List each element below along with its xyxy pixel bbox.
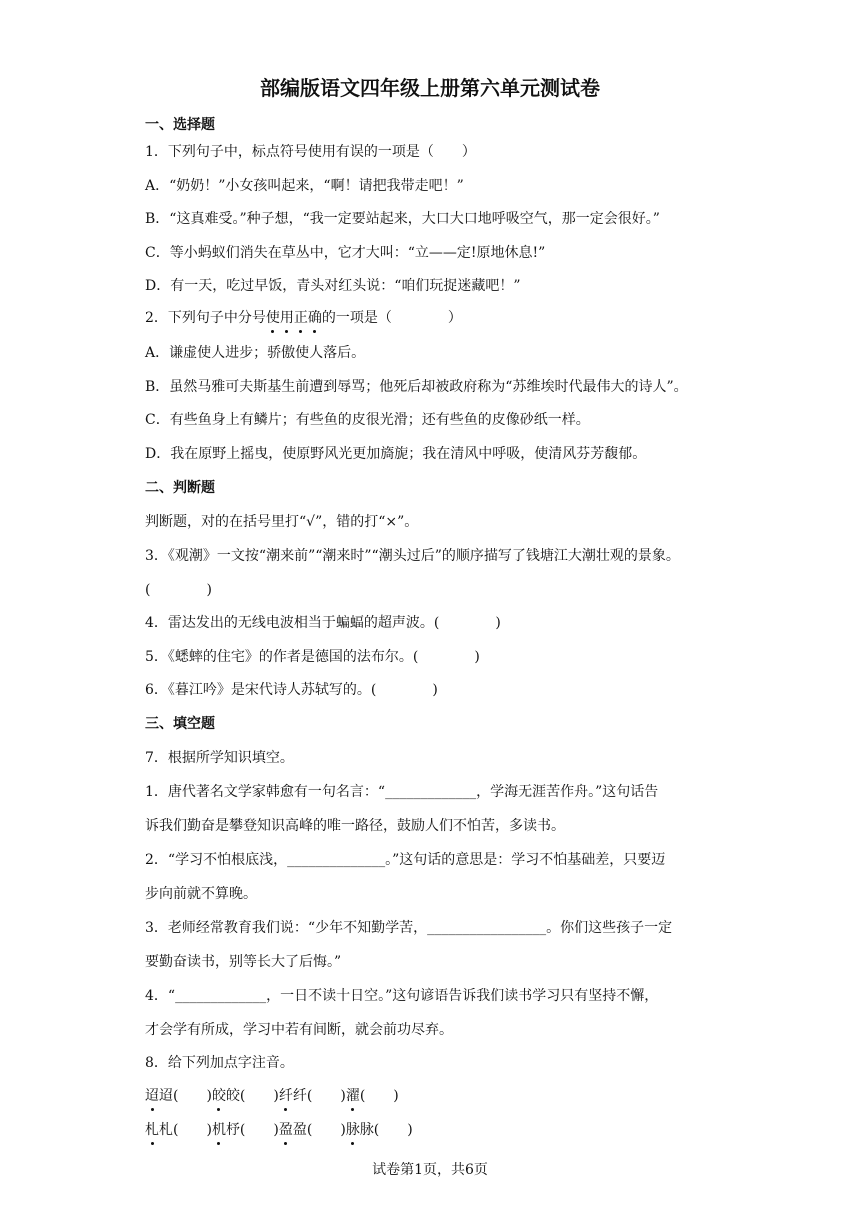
fill-4-line-1: 4．“_____________，一日不读十日空。”这句谚语告诉我们读书学习只有坚持不懈， bbox=[145, 988, 659, 1004]
page-title: 部编版语文四年级上册第六单元测试卷 bbox=[260, 76, 600, 100]
question-2-option-c: C．有些鱼身上有鳞片；有些鱼的皮很光滑；还有些鱼的皮像砂纸一样。 bbox=[145, 412, 590, 428]
question-2-option-b: B．虽然马雅可夫斯基生前遭到辱骂；他死后却被政府称为“苏维埃时代最伟大的诗人”。 bbox=[145, 379, 688, 395]
question-8: 8．给下列加点字注音。 bbox=[145, 1055, 294, 1071]
fill-4-line-2: 才会学有所成，学习中若有间断，就会前功尽弃。 bbox=[145, 1022, 453, 1038]
dotted-char: 盈 bbox=[279, 1119, 293, 1141]
question-3: 3．《观潮》一文按“潮来前”“潮来时”“潮头过后”的顺序描写了钱塘江大潮壮观的景象。 bbox=[145, 548, 680, 564]
fill-3-line-2: 要勤奋读书，别等长大了后悔。” bbox=[145, 954, 342, 970]
dotted-char: 札 bbox=[145, 1119, 159, 1141]
question-5: 5．《蟋蟀的住宅》的作者是德国的法布尔。( ) bbox=[145, 649, 480, 665]
question-4: 4．雷达发出的无线电波相当于蝙蝠的超声波。( ) bbox=[145, 615, 501, 631]
dotted-char: 确 bbox=[308, 307, 322, 329]
dotted-char: 濯 bbox=[346, 1085, 360, 1107]
question-3-answer-paren: ( ) bbox=[145, 582, 212, 598]
pinyin-item-rest: 迢( ) bbox=[159, 1088, 212, 1104]
question-1-option-d: D．有一天，吃过早饭，青头对红头说：“咱们玩捉迷藏吧！” bbox=[145, 278, 521, 294]
pinyin-item-rest: 纤( ) bbox=[292, 1088, 346, 1104]
question-2-option-d: D．我在原野上摇曳，使原野风光更加旖旎；我在清风中呼吸，使清风芬芳馥郁。 bbox=[145, 446, 647, 462]
question-1-stem: 1．下列句子中，标点符号使用有误的一项是（ ） bbox=[145, 144, 476, 160]
pinyin-item-rest: 札( ) bbox=[159, 1122, 212, 1138]
pinyin-item-rest: 皎( ) bbox=[225, 1088, 279, 1104]
dotted-char: 纤 bbox=[279, 1085, 293, 1107]
fill-1-line-1: 1．唐代著名文学家韩愈有一句名言：“_____________，学海无涯苦作舟。”这句话告 bbox=[145, 784, 659, 800]
dotted-char: 用 bbox=[280, 307, 294, 329]
question-2-option-a: A．谦虚使人进步；骄傲使人落后。 bbox=[145, 345, 366, 361]
pinyin-item-rest: 脉( ) bbox=[359, 1122, 413, 1138]
pinyin-item-rest: 杼( ) bbox=[225, 1122, 279, 1138]
pinyin-item-rest: 盈( ) bbox=[292, 1122, 346, 1138]
dotted-char: 迢 bbox=[145, 1085, 159, 1107]
pinyin-row-1 bbox=[145, 1085, 735, 1107]
question-1-option-a: A．“奶奶！”小女孩叫起来，“啊！请把我带走吧！” bbox=[145, 178, 464, 194]
question-1-option-b: B．“这真难受。”种子想，“我一定要站起来，大口大口地呼吸空气，那一定会很好。” bbox=[145, 211, 660, 227]
dotted-char: 皎 bbox=[212, 1085, 226, 1107]
dotted-char: 使 bbox=[266, 307, 280, 329]
judge-intro: 判断题，对的在括号里打“√”，错的打“×”。 bbox=[145, 514, 419, 530]
dotted-char: 机 bbox=[212, 1119, 226, 1141]
section-heading-fill: 三、填空题 bbox=[145, 716, 215, 732]
dotted-char: 正 bbox=[294, 307, 308, 329]
question-6: 6．《暮江吟》是宋代诗人苏轼写的。( ) bbox=[145, 682, 438, 698]
question-2-stem-post: 的一项是（ ） bbox=[321, 310, 462, 326]
question-2-stem-pre: 2．下列句子中分号 bbox=[145, 310, 266, 326]
pinyin-row-2 bbox=[145, 1119, 735, 1141]
fill-3-line-1: 3．老师经常教育我们说：“少年不知勤学苦，_________________。你们这些孩子一定 bbox=[145, 920, 673, 936]
fill-2-line-2: 步向前就不算晚。 bbox=[145, 886, 257, 902]
page-footer: 试卷第1页，共6页 bbox=[372, 1162, 488, 1178]
question-7: 7．根据所学知识填空。 bbox=[145, 750, 294, 766]
section-heading-judge: 二、判断题 bbox=[145, 480, 215, 496]
dotted-char: 脉 bbox=[346, 1119, 360, 1141]
fill-2-line-1: 2．“学习不怕根底浅，______________。”这句话的意思是：学习不怕基础差，只要迈 bbox=[145, 852, 666, 868]
question-2-stem bbox=[145, 307, 735, 329]
question-1-option-c: C．等小蚂蚁们消失在草丛中，它才大叫：“立——定!原地休息!” bbox=[145, 245, 546, 261]
fill-1-line-2: 诉我们勤奋是攀登知识高峰的唯一路径，鼓励人们不怕苦，多读书。 bbox=[145, 818, 565, 834]
section-heading-choice: 一、选择题 bbox=[145, 117, 215, 133]
pinyin-item-rest: ( ) bbox=[359, 1088, 399, 1104]
